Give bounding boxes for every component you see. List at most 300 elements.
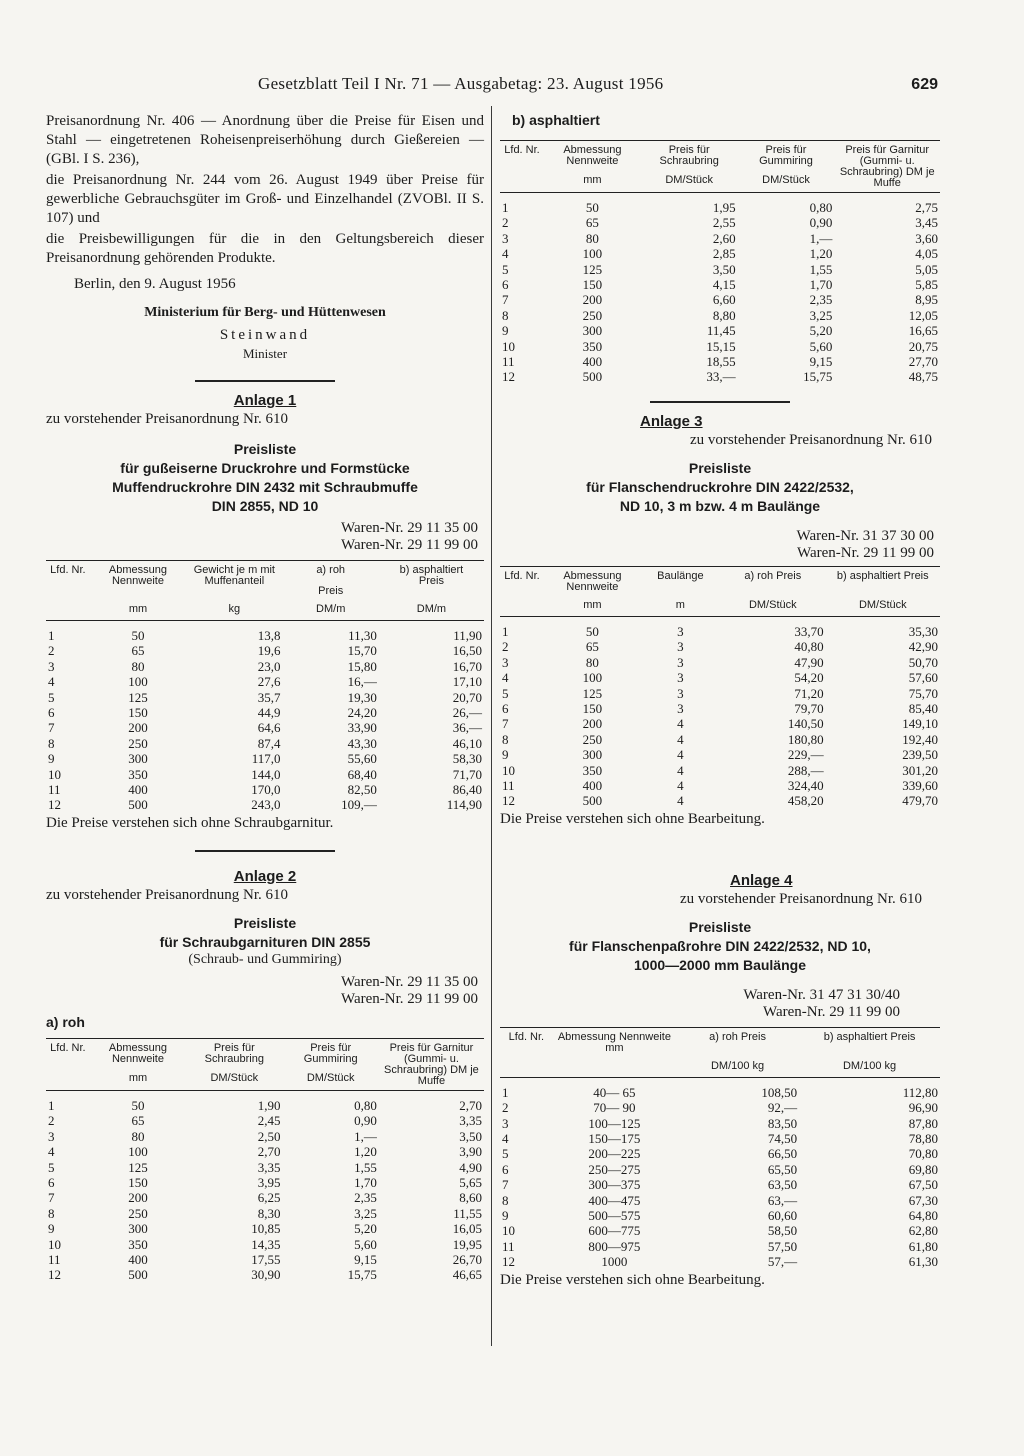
table-row — [500, 1162, 940, 1177]
table-cell: 5 — [48, 1159, 55, 1175]
table-cell: 100—125 — [588, 1115, 641, 1131]
col-header: Preis für Garnitur (Gummi- u. Schraubring) DM je Muffe — [384, 1041, 479, 1087]
col-unit: DM/m — [316, 603, 346, 615]
table-cell: 1 — [48, 1097, 55, 1113]
table-cell: 3 — [677, 700, 684, 716]
table-cell: 67,30 — [908, 1192, 938, 1208]
col-unit — [46, 1069, 90, 1090]
table-cell: 33,70 — [794, 623, 824, 639]
table-cell: 9 — [502, 323, 509, 339]
col-header: Lfd. Nr. — [50, 564, 86, 576]
table-cell: 2,85 — [712, 246, 736, 262]
table-cell: 125 — [128, 689, 148, 705]
price-table-anlage-4 — [500, 1027, 940, 1270]
col-header: Preis für Gummiring — [759, 144, 813, 167]
table-cell: 3,35 — [459, 1113, 482, 1129]
table-cell: 65 — [131, 643, 145, 659]
table-cell: 8 — [502, 1192, 509, 1208]
left-column — [46, 112, 484, 1283]
table-cell: 2,50 — [257, 1128, 281, 1144]
table-row — [46, 1221, 484, 1236]
table-row — [46, 1190, 484, 1205]
anlage-heading: Anlage 2 — [233, 867, 297, 885]
table-cell: 1 — [502, 623, 509, 639]
table-cell: 5 — [502, 685, 509, 701]
table-row — [500, 193, 940, 216]
table-cell: 44,9 — [257, 705, 281, 721]
table-cell: 64,6 — [257, 720, 281, 736]
pricelist-title: für Flanschenpaßrohre DIN 2422/2532, ND 10, — [569, 937, 871, 954]
table-cell: 112,80 — [902, 1084, 938, 1100]
table-cell: 350 — [128, 1236, 148, 1252]
table-cell: 800—975 — [588, 1238, 641, 1254]
table-cell: 80 — [585, 230, 599, 246]
table-cell: 5,60 — [354, 1236, 377, 1252]
table-cell: 17,55 — [251, 1251, 281, 1267]
waren-number: Waren-Nr. 29 11 35 00 — [341, 520, 478, 536]
pricelist-title: für Schraubgarnituren DIN 2855 — [159, 933, 371, 950]
col-header: Preis für Schraubring — [659, 144, 719, 167]
table-cell: 20,70 — [452, 689, 482, 705]
table-cell: 3,90 — [459, 1144, 482, 1160]
anlage-ref: zu vorstehender Preisanordnung Nr. 610 — [689, 431, 932, 448]
col-unit: DM/m — [416, 603, 447, 615]
col-header: Preis für Schraubring — [204, 1041, 264, 1065]
table-cell: 6 — [502, 1161, 509, 1177]
table-cell: 15,15 — [706, 338, 736, 354]
waren-numbers — [500, 528, 940, 562]
col-header: Abmessung Nennweite — [563, 569, 622, 593]
table-cell: 48,75 — [908, 369, 938, 385]
anlage-ref: zu vorstehender Preisanordnung Nr. 610 — [46, 886, 289, 903]
table-row — [46, 1206, 484, 1221]
table-row — [500, 1100, 940, 1115]
table-row — [500, 1177, 940, 1192]
table-row — [500, 277, 940, 292]
table-row — [46, 1144, 484, 1159]
waren-numbers — [46, 974, 484, 1008]
table-cell: 57,50 — [767, 1238, 798, 1254]
table-cell: 75,70 — [908, 685, 938, 701]
table-row — [500, 655, 940, 670]
table-cell: 65,50 — [767, 1161, 798, 1177]
table-cell: 11 — [48, 1251, 61, 1267]
col-header-line: Preis — [318, 585, 344, 597]
table-row — [500, 616, 940, 639]
table-cell: 3 — [502, 1115, 509, 1131]
table-row — [46, 782, 484, 797]
table-cell: 9 — [502, 1208, 509, 1223]
table-cell: 458,20 — [787, 793, 824, 809]
table-cell: 96,90 — [908, 1100, 938, 1116]
pricelist-title: für gußeiserne Druckrohre und Formstücke — [120, 460, 410, 476]
table-cell: 63,— — [767, 1192, 798, 1208]
table-cell: 250 — [128, 1205, 148, 1221]
signatory-title: Minister — [242, 346, 288, 361]
table-cell: 67,50 — [908, 1177, 938, 1193]
table-row — [500, 369, 940, 384]
col-unit: DM/Stück — [665, 174, 714, 187]
table-cell: 2,35 — [354, 1190, 377, 1206]
table-cell: 0,90 — [809, 215, 833, 231]
table-cell: 100 — [582, 670, 603, 686]
table-cell: 46,65 — [452, 1267, 482, 1283]
table-cell: 12 — [502, 1254, 515, 1270]
table-cell: 350 — [128, 766, 148, 782]
table-cell: 6,25 — [257, 1190, 281, 1206]
table-cell: 2,60 — [712, 230, 736, 246]
table-cell: 1,20 — [809, 246, 833, 262]
table-row — [500, 639, 940, 654]
table-cell: 50 — [131, 628, 145, 643]
anlage-3 — [500, 413, 940, 828]
table-cell: 18,55 — [706, 354, 736, 370]
table-cell: 1,70 — [809, 277, 833, 293]
table-row — [46, 643, 484, 658]
intro-paragraph: die Preisanordnung Nr. 244 vom 26. August 1949 über Preise für gewerbliche Gebrauchsgüter im Groß- und Einzelhandel (ZVOBl. II S. 107) und — [46, 172, 484, 226]
table-cell: 7 — [48, 1190, 55, 1206]
col-header: Gewicht je m mit Muffenanteil — [193, 564, 275, 587]
table-cell: 74,50 — [767, 1130, 798, 1146]
table-cell: 500—575 — [588, 1208, 641, 1223]
col-header — [379, 561, 484, 601]
table-note: Die Preise verstehen sich ohne Bearbeitung. — [500, 810, 765, 827]
table-cell: 4 — [677, 731, 684, 747]
table-cell: 46,10 — [452, 735, 482, 751]
table-row — [500, 1146, 940, 1161]
table-cell: 400 — [128, 1251, 148, 1267]
table-cell: 16,65 — [908, 323, 938, 339]
table-cell: 15,75 — [803, 369, 833, 385]
table-cell: 70,80 — [908, 1146, 938, 1162]
table-note: Die Preise verstehen sich ohne Schraubgarnitur. — [46, 814, 334, 831]
table-row — [46, 690, 484, 705]
table-cell: 3,50 — [459, 1128, 482, 1144]
table-cell: 65 — [585, 215, 599, 231]
table-row — [46, 1113, 484, 1128]
table-cell: 150 — [582, 277, 603, 293]
table-row — [500, 292, 940, 307]
table-cell: 61,30 — [908, 1254, 938, 1270]
table-cell: 288,— — [787, 762, 824, 778]
table-cell: 8,30 — [257, 1205, 281, 1221]
col-unit: m — [675, 598, 685, 611]
table-cell: 1,95 — [712, 200, 736, 215]
table-cell: 100 — [582, 246, 603, 262]
table-row — [500, 354, 940, 369]
table-cell: 9 — [502, 747, 509, 763]
col-unit: DM/100 kg — [710, 1059, 765, 1072]
table-row — [500, 793, 940, 808]
table-cell: 1000 — [601, 1254, 628, 1270]
table-cell: 109,— — [341, 797, 377, 813]
anlage-heading: Anlage 4 — [730, 871, 793, 889]
table-cell: 10 — [502, 338, 515, 354]
col-unit: DM/Stück — [762, 174, 810, 187]
col-header: b) asphaltiert Preis — [836, 569, 929, 582]
table-cell: 600—775 — [588, 1223, 641, 1239]
table-row — [500, 1077, 940, 1100]
pricelist-title: Preisliste — [233, 914, 297, 931]
table-cell: 10 — [48, 766, 61, 782]
table-row — [500, 1116, 940, 1131]
table-cell: 8 — [48, 1205, 55, 1221]
table-cell: 350 — [582, 762, 603, 778]
page-number: 629 — [911, 76, 938, 93]
table-cell: 1,55 — [809, 261, 833, 277]
col-header-line: a) roh — [316, 564, 346, 576]
table-cell: 3 — [677, 670, 684, 686]
table-cell: 400 — [582, 777, 603, 793]
table-cell: 250 — [128, 735, 148, 751]
table-cell: 0,90 — [354, 1113, 377, 1129]
table-cell: 1,— — [809, 230, 833, 246]
table-cell: 500 — [128, 1267, 148, 1283]
col-unit: DM/Stück — [306, 1072, 355, 1085]
table-cell: 14,35 — [251, 1236, 281, 1252]
col-unit — [500, 1057, 553, 1078]
table-cell: 65 — [585, 639, 599, 655]
table-cell: 9 — [48, 1221, 55, 1237]
table-cell: 4 — [502, 670, 509, 686]
right-column — [500, 112, 940, 1289]
table-cell: 9 — [48, 751, 55, 767]
table-cell: 301,20 — [902, 762, 938, 778]
table-cell: 11 — [48, 782, 61, 798]
table-cell: 61,80 — [908, 1238, 938, 1254]
table-cell: 71,70 — [452, 766, 482, 782]
table-cell: 200 — [582, 292, 603, 308]
table-cell: 4 — [677, 793, 684, 809]
table-cell: 54,20 — [794, 670, 824, 686]
table-cell: 8,95 — [915, 292, 938, 308]
table-cell: 6 — [48, 1174, 55, 1190]
table-cell: 1,55 — [354, 1159, 377, 1175]
table-cell: 57,60 — [908, 670, 938, 686]
table-cell: 50,70 — [908, 654, 938, 670]
table-cell: 4 — [48, 1144, 55, 1160]
table-cell: 4,15 — [712, 277, 736, 293]
table-cell: 50 — [585, 200, 599, 215]
table-cell: 19,95 — [452, 1236, 482, 1252]
table-cell: 324,40 — [787, 777, 824, 793]
pricelist-title: Muffendruckrohre DIN 2432 mit Schraubmuffe — [112, 479, 418, 495]
table-cell: 80 — [131, 658, 145, 674]
table-row — [46, 674, 484, 689]
table-cell: 50 — [131, 1097, 145, 1113]
table-cell: 82,50 — [347, 782, 377, 798]
waren-numbers — [500, 987, 940, 1021]
table-cell: 36,— — [452, 720, 482, 736]
table-cell: 3,50 — [712, 261, 736, 277]
waren-number: Waren-Nr. 29 11 99 00 — [341, 537, 478, 553]
section-label-roh: a) roh — [46, 1013, 85, 1030]
table-cell: 15,80 — [347, 658, 377, 674]
table-cell: 108,50 — [761, 1084, 798, 1100]
table-cell: 4 — [502, 1130, 509, 1146]
table-cell: 2 — [48, 1113, 55, 1129]
waren-number: Waren-Nr. 29 11 99 00 — [341, 990, 478, 1007]
table-cell: 7 — [48, 720, 55, 736]
table-cell: 3 — [48, 1128, 55, 1144]
table-row — [46, 1237, 484, 1252]
table-row — [500, 1208, 940, 1223]
table-cell: 12 — [48, 1267, 61, 1283]
table-cell: 5,05 — [915, 261, 938, 277]
table-cell: 15,75 — [347, 1267, 377, 1283]
page-header — [40, 74, 980, 100]
table-cell: 149,10 — [902, 716, 938, 732]
table-cell: 229,— — [787, 747, 824, 763]
table-cell: 35,30 — [908, 623, 938, 639]
table-row — [500, 308, 940, 323]
table-cell: 4 — [677, 747, 684, 763]
table-cell: 12 — [502, 793, 515, 809]
table-cell: 86,40 — [452, 782, 482, 798]
table-cell: 3 — [502, 230, 509, 246]
table-cell: 8 — [502, 307, 509, 323]
table-cell: 33,90 — [347, 720, 377, 736]
intro-paragraph: die Preisbewilligungen für die in den Geltungsbereich dieser Preisanordnung gehörenden Produkte. — [46, 231, 484, 266]
table-cell: 19,30 — [347, 689, 377, 705]
table-body — [500, 616, 940, 808]
table-cell: 83,50 — [767, 1115, 798, 1131]
table-cell: 2,70 — [257, 1144, 281, 1160]
table-cell: 140,50 — [787, 716, 824, 732]
table-cell: 243,0 — [251, 797, 281, 813]
pricelist-title: Preisliste — [233, 441, 297, 457]
table-cell: 92,— — [767, 1100, 798, 1116]
table-cell: 1 — [502, 1084, 509, 1100]
table-cell: 150 — [128, 705, 148, 721]
table-cell: 5,85 — [915, 277, 938, 293]
col-unit: mm — [128, 603, 148, 615]
table-cell: 1,70 — [354, 1174, 377, 1190]
table-cell: 58,50 — [767, 1223, 798, 1239]
table-cell: 100 — [128, 674, 148, 690]
signatory-name: Steinwand — [219, 327, 311, 343]
table-cell: 300 — [128, 1221, 148, 1237]
table-cell: 100 — [128, 1144, 148, 1160]
table-cell: 68,40 — [347, 766, 377, 782]
table-cell: 16,05 — [452, 1221, 482, 1237]
section-rule — [195, 850, 335, 852]
table-row — [500, 686, 940, 701]
table-row — [46, 751, 484, 766]
table-cell: 3,60 — [915, 230, 938, 246]
table-cell: 4 — [502, 246, 509, 262]
table-cell: 1 — [48, 628, 55, 643]
table-cell: 80 — [131, 1128, 145, 1144]
table-cell: 20,75 — [908, 338, 938, 354]
table-cell: 11 — [502, 354, 515, 370]
table-cell: 27,70 — [908, 354, 938, 370]
table-cell: 13,8 — [257, 628, 281, 643]
table-row — [46, 1267, 484, 1282]
table-cell: 66,50 — [767, 1146, 798, 1162]
table-row — [500, 1193, 940, 1208]
table-body — [500, 193, 940, 385]
table-cell: 3,35 — [257, 1159, 281, 1175]
table-body — [46, 621, 484, 813]
table-cell: 114,90 — [446, 797, 482, 813]
table-cell: 2,45 — [257, 1113, 281, 1129]
table-cell: 192,40 — [902, 731, 938, 747]
table-cell: 1,20 — [354, 1144, 377, 1160]
table-cell: 0,80 — [354, 1097, 377, 1113]
pricelist-title: ND 10, 3 m bzw. 4 m Baulänge — [619, 497, 821, 514]
table-cell: 7 — [502, 1177, 509, 1193]
table-row — [500, 670, 940, 685]
table-cell: 78,80 — [908, 1130, 938, 1146]
pricelist-title: Preisliste — [688, 918, 752, 935]
table-cell: 180,80 — [787, 731, 824, 747]
table-cell: 2,70 — [459, 1097, 482, 1113]
table-cell: 50 — [585, 623, 599, 639]
table-cell: 6,60 — [712, 292, 736, 308]
table-row — [500, 701, 940, 716]
table-cell: 30,90 — [251, 1267, 281, 1283]
table-row — [46, 720, 484, 735]
table-cell: 300 — [128, 751, 148, 767]
table-cell: 11 — [502, 1238, 515, 1254]
col-header: Preis für Garnitur (Gummi- u. Schraubring) DM je Muffe — [839, 144, 935, 189]
waren-number: Waren-Nr. 29 11 35 00 — [341, 973, 478, 990]
table-cell: 400 — [582, 354, 603, 370]
table-cell: 170,0 — [251, 782, 281, 798]
table-cell: 400—475 — [588, 1192, 641, 1208]
table-cell: 3 — [677, 623, 684, 639]
anlage-4 — [500, 872, 940, 1289]
table-cell: 10 — [502, 1223, 515, 1239]
col-unit: mm — [583, 598, 602, 611]
table-cell: 11,90 — [453, 628, 482, 643]
col-unit — [553, 1057, 676, 1078]
waren-number: Waren-Nr. 29 11 99 00 — [797, 544, 934, 561]
table-row — [46, 621, 484, 644]
table-cell: 8 — [502, 731, 509, 747]
price-table-anlage-2-roh — [46, 1038, 484, 1283]
pricelist-title: Preisliste — [688, 459, 752, 476]
table-cell: 300 — [582, 747, 603, 763]
table-cell: 11,55 — [453, 1205, 482, 1221]
table-cell: 500 — [128, 797, 148, 813]
table-cell: 80 — [585, 654, 599, 670]
table-cell: 16,70 — [452, 658, 482, 674]
anlage-2 — [46, 868, 484, 1283]
table-row — [46, 705, 484, 720]
pricelist-subtitle: (Schraub- und Gummiring) — [188, 951, 342, 967]
table-cell: 3 — [48, 658, 55, 674]
table-row — [500, 1254, 940, 1269]
table-cell: 87,80 — [908, 1115, 938, 1131]
col-unit: kg — [228, 603, 241, 615]
table-cell: 3,45 — [915, 215, 938, 231]
col-header: Lfd. Nr. — [504, 569, 540, 582]
table-cell: 1 — [502, 200, 509, 215]
table-cell: 71,20 — [794, 685, 824, 701]
table-cell: 26,70 — [452, 1251, 482, 1267]
table-cell: 40,80 — [794, 639, 824, 655]
table-cell: 79,70 — [794, 700, 824, 716]
table-cell: 9,15 — [354, 1251, 377, 1267]
table-row — [46, 1160, 484, 1175]
table-cell: 200 — [128, 720, 148, 736]
pricelist-title: DIN 2855, ND 10 — [211, 498, 319, 514]
table-cell: 40— 65 — [593, 1084, 636, 1100]
table-cell: 150—175 — [588, 1130, 641, 1146]
table-cell: 11,45 — [706, 323, 736, 339]
